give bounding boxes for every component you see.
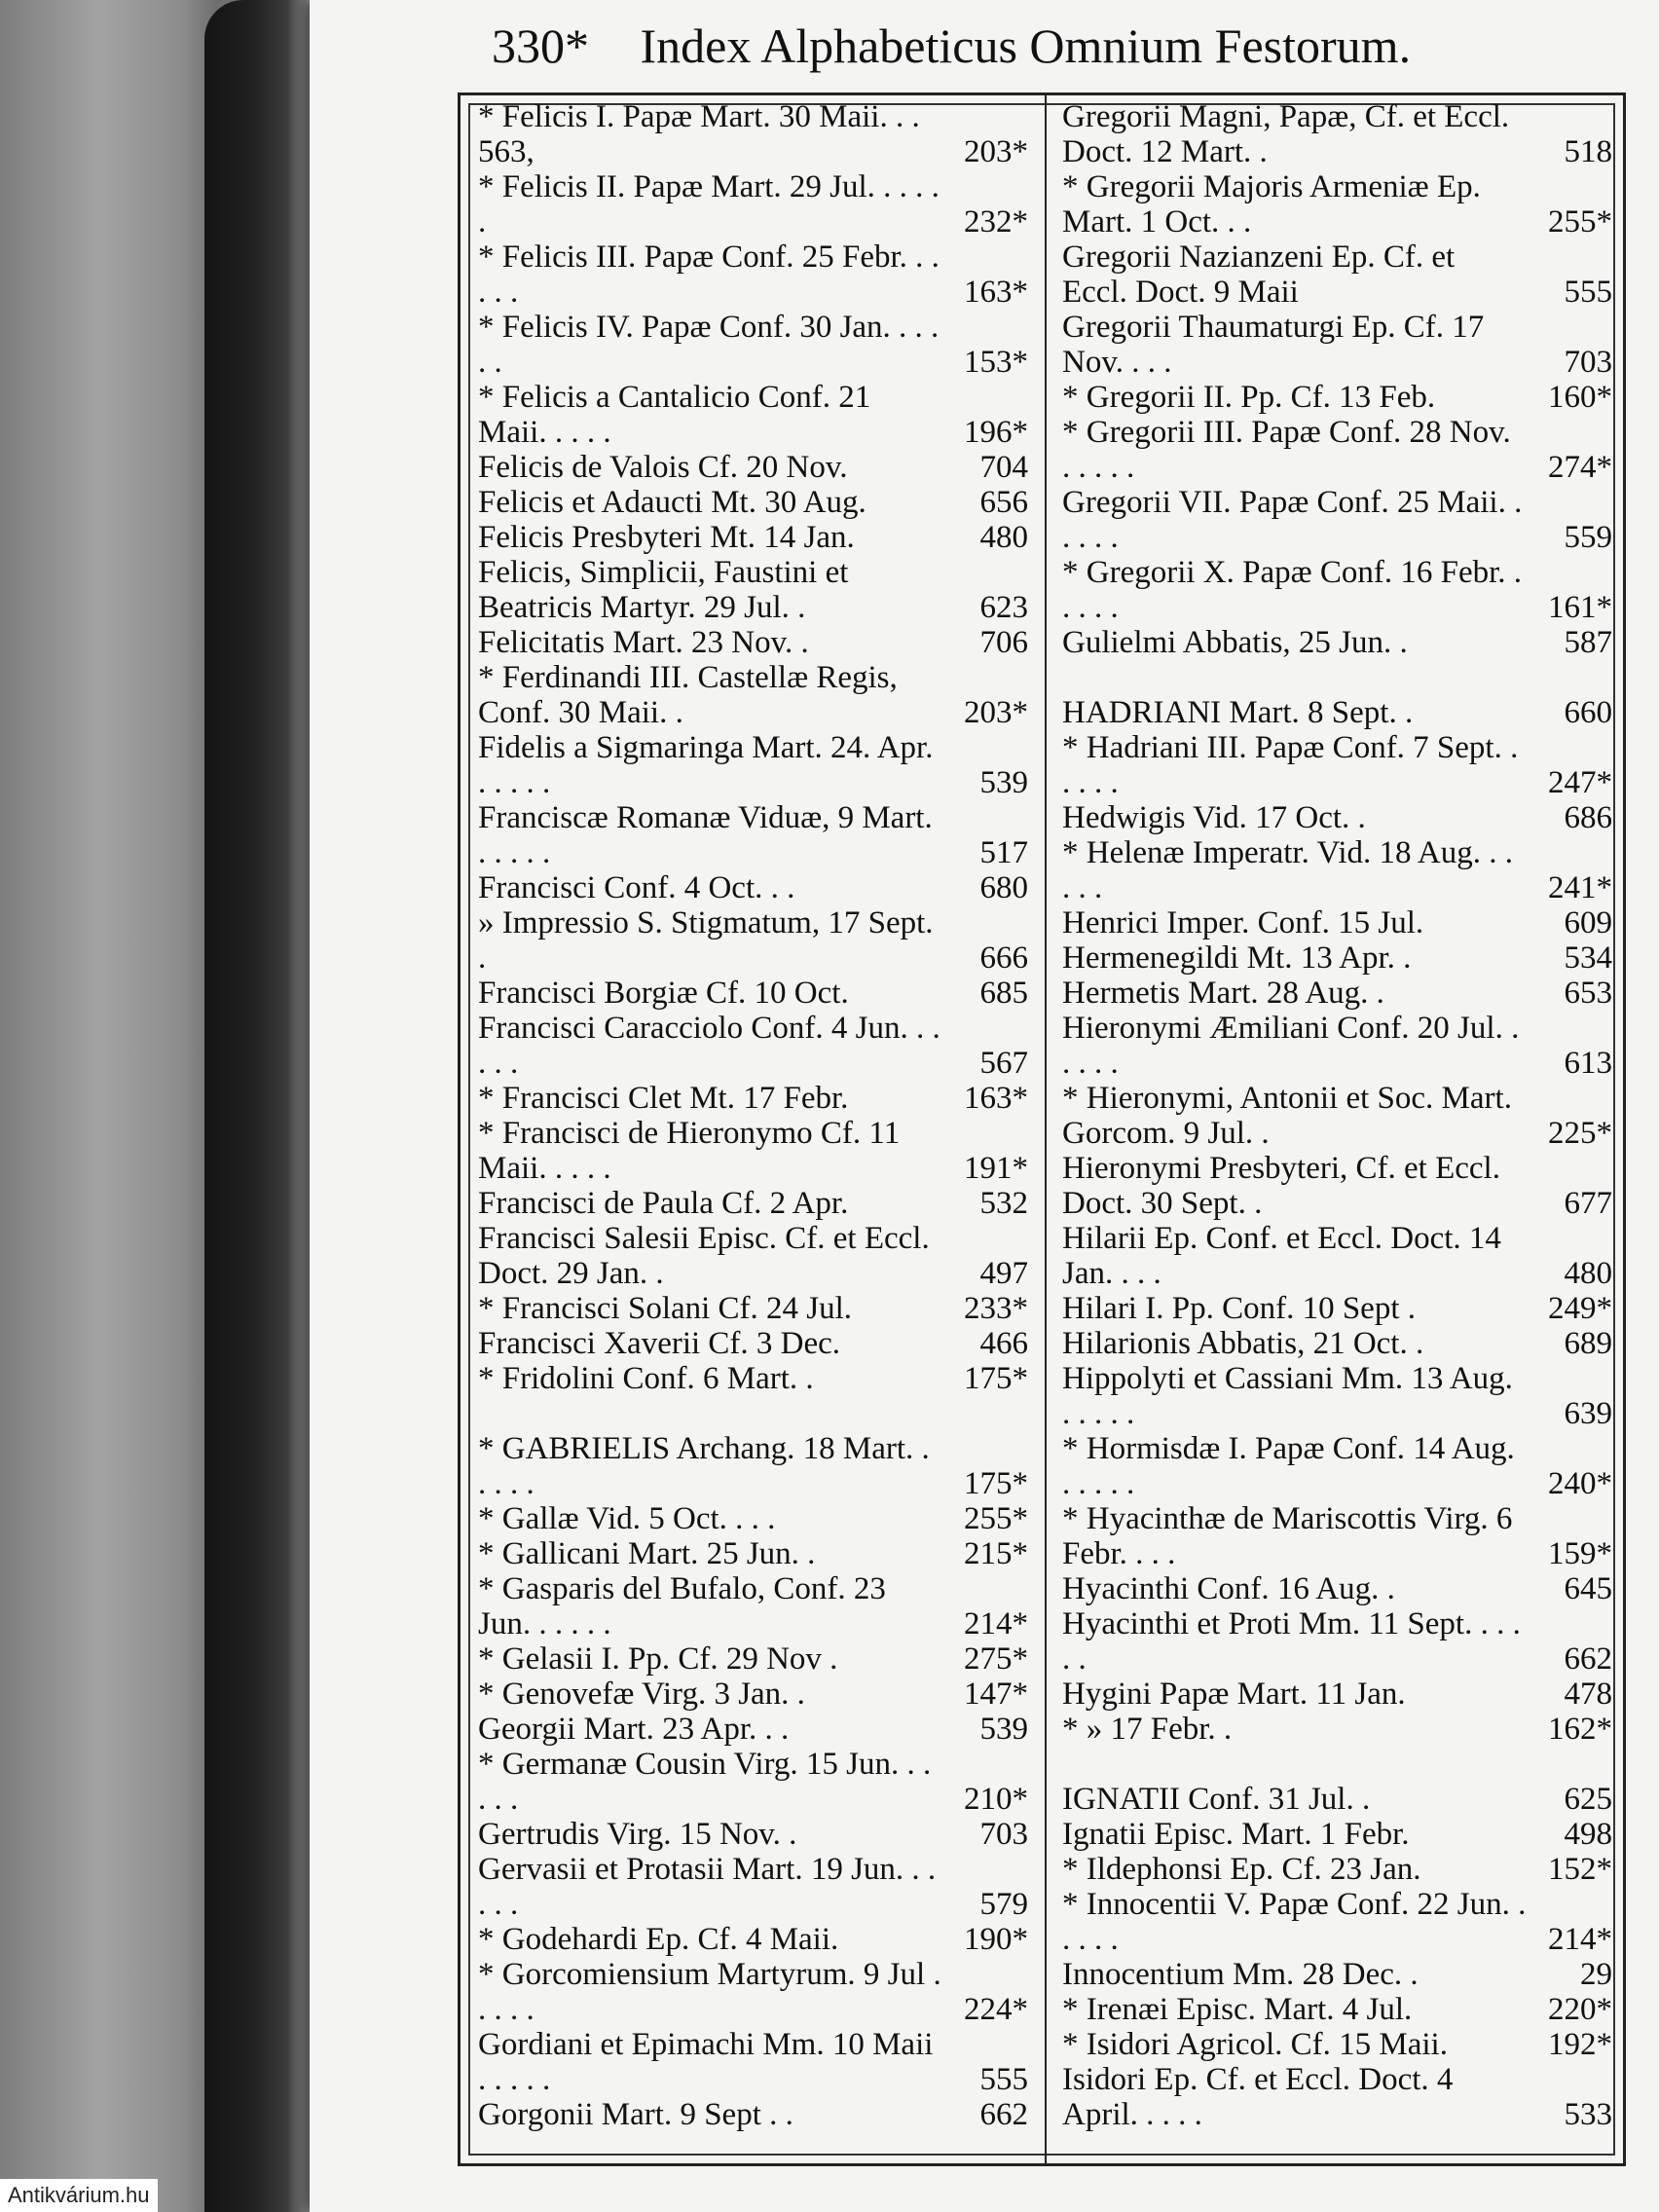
entry-page: 191* (964, 1151, 1028, 1186)
index-entry (478, 1536, 1028, 1571)
entry-page: 159* (1548, 1536, 1612, 1571)
index-entry (478, 905, 1028, 976)
entry-page: 466 (979, 1326, 1028, 1361)
entry-page: 539 (979, 765, 1028, 800)
entry-text: * GABRIELIS Archang. 18 Mart. . . . . . (478, 1431, 930, 1501)
entry-text: Hedwigis Vid. 17 Oct. . (1062, 800, 1366, 835)
index-entry (1062, 1992, 1612, 2027)
index-entry (1062, 240, 1612, 310)
index-entry (1062, 1957, 1612, 1992)
page-title: Index Alphabeticus Omnium Festorum. (640, 18, 1412, 73)
entry-text: * Gorcomiensium Martyrum. 9 Jul . . . . . (478, 1957, 941, 2027)
index-entry (1062, 1151, 1612, 1221)
entry-page: 613 (1564, 1046, 1612, 1081)
entry-text: * Gallæ Vid. 5 Oct. . . . (478, 1501, 776, 1536)
index-entry (1062, 1782, 1612, 1817)
entry-text: Francisci Salesii Episc. Cf. et Eccl. Doct. 29 Jan. . (478, 1221, 930, 1291)
index-entry (1062, 1431, 1612, 1501)
entry-text: Francisci Caracciolo Conf. 4 Jun. . . . . . (478, 1011, 940, 1081)
index-entry (478, 870, 1028, 905)
entry-page: 161* (1548, 590, 1612, 625)
index-entry (1062, 940, 1612, 976)
entry-text: * Gregorii X. Papæ Conf. 16 Febr. . . . . . (1062, 555, 1523, 625)
entry-page: 703 (1564, 345, 1612, 380)
entry-text: Hieronymi Presbyteri, Cf. et Eccl. Doct. 30 Sept. . (1062, 1151, 1500, 1221)
entry-page: 555 (1564, 275, 1612, 310)
entry-text: Hilarionis Abbatis, 21 Oct. . (1062, 1326, 1424, 1361)
entry-page: 478 (1564, 1677, 1612, 1712)
index-entry (1062, 555, 1612, 625)
index-entry (478, 1221, 1028, 1291)
entry-text: * Felicis IV. Papæ Conf. 30 Jan. . . . . . (478, 310, 940, 380)
index-entry (1062, 1677, 1612, 1712)
entry-page: 559 (1564, 520, 1612, 555)
entry-text: * Francisci de Hieronymo Cf. 11 Maii. . . . . (478, 1116, 901, 1186)
entry-page: 255* (1548, 204, 1612, 240)
index-entry (1062, 730, 1612, 800)
entry-page: 247* (1548, 765, 1612, 800)
index-entry (478, 169, 1028, 240)
entry-text: * Ferdinandi III. Castellæ Regis, Conf. 30 Maii. . (478, 660, 898, 730)
entry-page: 249* (1548, 1291, 1612, 1326)
index-entry (1062, 1571, 1612, 1606)
entry-text: * Felicis a Cantalicio Conf. 21 Maii. . . . . (478, 380, 871, 450)
entry-text: Hyacinthi Conf. 16 Aug. . (1062, 1571, 1395, 1606)
index-entry (1062, 2027, 1612, 2062)
index-entry (478, 1011, 1028, 1081)
index-column-right (1062, 99, 1612, 2132)
entry-page: 653 (1564, 976, 1612, 1011)
index-entry (478, 976, 1028, 1011)
entry-text: Franciscæ Romanæ Viduæ, 9 Mart. . . . . . (478, 800, 933, 870)
entry-text: * Felicis II. Papæ Mart. 29 Jul. . . . . . (478, 169, 940, 240)
index-entry (478, 1116, 1028, 1186)
index-entry (1062, 625, 1612, 660)
index-column-left (478, 99, 1028, 2132)
entry-page: 241* (1548, 870, 1612, 905)
entry-text: Francisci Conf. 4 Oct. . . (478, 870, 795, 905)
entry-text: IGNATII Conf. 31 Jul. . (1062, 1782, 1371, 1817)
entry-text: * Gregorii II. Pp. Cf. 13 Feb. (1062, 380, 1436, 415)
entry-page: 196* (964, 415, 1028, 450)
entry-page: 532 (979, 1186, 1028, 1221)
book-spine (204, 0, 321, 2212)
section-gap (1062, 660, 1612, 695)
section-gap (478, 1396, 1028, 1431)
index-entry (478, 1852, 1028, 1922)
index-entry (1062, 1817, 1612, 1852)
entry-text: Francisci Xaverii Cf. 3 Dec. (478, 1326, 841, 1361)
index-entry (478, 1361, 1028, 1396)
index-entry (478, 2097, 1028, 2132)
entry-text: Gregorii VII. Papæ Conf. 25 Maii. . . . . . (1062, 485, 1523, 555)
index-entry (1062, 1501, 1612, 1571)
section-gap (1062, 1747, 1612, 1782)
entry-text: * Felicis I. Papæ Mart. 30 Maii. . . 563, (478, 99, 920, 169)
entry-text: Hieronymi Æmiliani Conf. 20 Jul. . . . . . (1062, 1011, 1520, 1081)
index-entry (478, 380, 1028, 450)
index-entry (1062, 1326, 1612, 1361)
index-entry (478, 1571, 1028, 1641)
index-entry (478, 730, 1028, 800)
index-entry (1062, 1011, 1612, 1081)
entry-page: 214* (1548, 1922, 1612, 1957)
entry-text: Henrici Imper. Conf. 15 Jul. (1062, 905, 1424, 940)
entry-page: 274* (1548, 450, 1612, 485)
entry-page: 160* (1548, 380, 1612, 415)
entry-page: 214* (964, 1606, 1028, 1641)
entry-page: 662 (979, 2097, 1028, 2132)
index-entry (1062, 310, 1612, 380)
entry-page: 639 (1564, 1396, 1612, 1431)
index-entry (478, 1431, 1028, 1501)
entry-text: Isidori Ep. Cf. et Eccl. Doct. 4 April. . . . . (1062, 2062, 1454, 2132)
entry-text: Gregorii Thaumaturgi Ep. Cf. 17 Nov. . . . (1062, 310, 1485, 380)
entry-page: 240* (1548, 1466, 1612, 1501)
index-entry (1062, 485, 1612, 555)
index-entry (478, 625, 1028, 660)
entry-text: * Gasparis del Bufalo, Conf. 23 Jun. . . . . . (478, 1571, 886, 1641)
entry-page: 163* (964, 275, 1028, 310)
index-entry (1062, 415, 1612, 485)
index-entry (1062, 1361, 1612, 1431)
entry-page: 147* (964, 1677, 1028, 1712)
entry-text: HADRIANI Mart. 8 Sept. . (1062, 695, 1414, 730)
index-entry (1062, 800, 1612, 835)
index-entry (1062, 1606, 1612, 1677)
index-entry (1062, 905, 1612, 940)
index-entry (478, 240, 1028, 310)
entry-text: * Isidori Agricol. Cf. 15 Maii. (1062, 2027, 1448, 2062)
entry-text: Georgii Mart. 23 Apr. . . (478, 1712, 790, 1747)
entry-text: Hermetis Mart. 28 Aug. . (1062, 976, 1384, 1011)
entry-page: 210* (964, 1782, 1028, 1817)
entry-page: 163* (964, 1081, 1028, 1116)
index-entry (478, 555, 1028, 625)
entry-page: 224* (964, 1992, 1028, 2027)
entry-text: Felicis et Adaucti Mt. 30 Aug. (478, 485, 866, 520)
index-entry (478, 485, 1028, 520)
entry-page: 645 (1564, 1571, 1612, 1606)
entry-page: 686 (1564, 800, 1612, 835)
entry-text: Felicis de Valois Cf. 20 Nov. (478, 450, 848, 485)
entry-page: 480 (1564, 1256, 1612, 1291)
entry-page: 533 (1564, 2097, 1612, 2132)
entry-text: Gervasii et Protasii Mart. 19 Jun. . . . . . (478, 1852, 937, 1922)
entry-page: 555 (979, 2062, 1028, 2097)
index-entry (1062, 695, 1612, 730)
entry-page: 480 (979, 520, 1028, 555)
entry-page: 232* (964, 204, 1028, 240)
index-entry (478, 1677, 1028, 1712)
index-entry (478, 99, 1028, 169)
index-entry (478, 1922, 1028, 1957)
index-entry (478, 520, 1028, 555)
entry-page: 153* (964, 345, 1028, 380)
entry-page: 579 (979, 1887, 1028, 1922)
entry-text: Hippolyti et Cassiani Mm. 13 Aug. . . . . . (1062, 1361, 1513, 1431)
entry-page: 660 (1564, 695, 1612, 730)
entry-text: * Felicis III. Papæ Conf. 25 Febr. . . . . . (478, 240, 940, 310)
entry-text: Hygini Papæ Mart. 11 Jan. (1062, 1677, 1406, 1712)
entry-page: 233* (964, 1291, 1028, 1326)
entry-page: 498 (1564, 1817, 1612, 1852)
entry-text: Hilari I. Pp. Conf. 10 Sept . (1062, 1291, 1416, 1326)
page-number: 330* (492, 18, 589, 73)
index-entry (478, 1641, 1028, 1677)
entry-page: 162* (1548, 1712, 1612, 1747)
entry-page: 534 (1564, 940, 1612, 976)
entry-page: 680 (979, 870, 1028, 905)
entry-page: 685 (979, 976, 1028, 1011)
entry-page: 666 (979, 940, 1028, 976)
entry-page: 29 (1580, 1957, 1612, 1992)
index-entry (1062, 1081, 1612, 1151)
entry-text: * Gallicani Mart. 25 Jun. . (478, 1536, 816, 1571)
entry-text: * Hormisdæ I. Papæ Conf. 14 Aug. . . . . . (1062, 1431, 1515, 1501)
entry-text: * Gregorii Majoris Armeniæ Ep. Mart. 1 Oct. . . (1062, 169, 1481, 240)
entry-text: * Irenæi Episc. Mart. 4 Jul. (1062, 1992, 1413, 2027)
entry-text: Felicis, Simplicii, Faustini et Beatricis Martyr. 29 Jul. . (478, 555, 849, 625)
entry-page: 275* (964, 1641, 1028, 1677)
index-entry (478, 1747, 1028, 1817)
entry-text: Gorgonii Mart. 9 Sept . . (478, 2097, 793, 2132)
entry-page: 623 (979, 590, 1028, 625)
entry-text: * Fridolini Conf. 6 Mart. . (478, 1361, 814, 1396)
index-entry (478, 1817, 1028, 1852)
entry-page: 539 (979, 1712, 1028, 1747)
entry-text: * Hieronymi, Antonii et Soc. Mart. Gorcom. 9 Jul. . (1062, 1081, 1512, 1151)
entry-page: 625 (1564, 1782, 1612, 1817)
entry-text: Fidelis a Sigmaringa Mart. 24. Apr. . . . . . (478, 730, 934, 800)
index-entry (1062, 976, 1612, 1011)
index-entry (478, 1957, 1028, 2027)
entry-page: 175* (964, 1466, 1028, 1501)
entry-page: 656 (979, 485, 1028, 520)
index-entry (478, 1291, 1028, 1326)
entry-text: Felicis Presbyteri Mt. 14 Jan. (478, 520, 855, 555)
column-divider (1045, 95, 1047, 2163)
index-entry (478, 800, 1028, 870)
entry-text: * Hadriani III. Papæ Conf. 7 Sept. . . . . . (1062, 730, 1519, 800)
index-entry (478, 660, 1028, 730)
entry-page: 662 (1564, 1641, 1612, 1677)
entry-text: Ignatii Episc. Mart. 1 Febr. (1062, 1817, 1410, 1852)
entry-text: Francisci Borgiæ Cf. 10 Oct. (478, 976, 849, 1011)
index-entry (478, 2027, 1028, 2097)
index-entry (478, 1326, 1028, 1361)
entry-page: 497 (979, 1256, 1028, 1291)
entry-page: 689 (1564, 1326, 1612, 1361)
entry-text: * » 17 Febr. . (1062, 1712, 1233, 1747)
index-entry (1062, 1852, 1612, 1887)
index-entry (478, 450, 1028, 485)
entry-text: * Helenæ Imperatr. Vid. 18 Aug. . . . . . (1062, 835, 1514, 905)
entry-page: 192* (1548, 2027, 1612, 2062)
entry-text: * Gelasii I. Pp. Cf. 29 Nov . (478, 1641, 838, 1677)
index-frame (458, 92, 1626, 2166)
index-entry (1062, 1712, 1612, 1747)
entry-text: Hilarii Ep. Conf. et Eccl. Doct. 14 Jan. . . . (1062, 1221, 1501, 1291)
entry-text: Gertrudis Virg. 15 Nov. . (478, 1817, 797, 1852)
entry-page: 677 (1564, 1186, 1612, 1221)
entry-page: 190* (964, 1922, 1028, 1957)
entry-text: * Godehardi Ep. Cf. 4 Maii. (478, 1922, 839, 1957)
index-entry (1062, 835, 1612, 905)
entry-page: 225* (1548, 1116, 1612, 1151)
entry-text: * Ildephonsi Ep. Cf. 23 Jan. (1062, 1852, 1421, 1887)
entry-page: 703 (979, 1817, 1028, 1852)
entry-text: » Impressio S. Stigmatum, 17 Sept. . (478, 905, 934, 976)
entry-page: 203* (964, 695, 1028, 730)
entry-text: Hermenegildi Mt. 13 Apr. . (1062, 940, 1412, 976)
entry-page: 706 (979, 625, 1028, 660)
entry-page: 175* (964, 1361, 1028, 1396)
entry-text: * Francisci Solani Cf. 24 Jul. (478, 1291, 853, 1326)
index-entry (1062, 169, 1612, 240)
index-entry (1062, 1291, 1612, 1326)
index-entry (1062, 2062, 1612, 2132)
index-entry (478, 310, 1028, 380)
entry-text: Gordiani et Epimachi Mm. 10 Maii . . . . . (478, 2027, 934, 2097)
index-entry (1062, 1221, 1612, 1291)
entry-text: * Francisci Clet Mt. 17 Febr. (478, 1081, 849, 1116)
entry-text: Gregorii Nazianzeni Ep. Cf. et Eccl. Doct. 9 Maii (1062, 240, 1456, 310)
entry-page: 518 (1564, 134, 1612, 169)
index-entry (478, 1081, 1028, 1116)
entry-page: 203* (964, 134, 1028, 169)
entry-page: 587 (1564, 625, 1612, 660)
entry-text: Felicitatis Mart. 23 Nov. . (478, 625, 809, 660)
entry-page: 517 (979, 835, 1028, 870)
index-entry (1062, 99, 1612, 169)
entry-text: * Genovefæ Virg. 3 Jan. . (478, 1677, 805, 1712)
entry-page: 215* (964, 1536, 1028, 1571)
index-entry (478, 1712, 1028, 1747)
entry-page: 220* (1548, 1992, 1612, 2027)
entry-text: Francisci de Paula Cf. 2 Apr. (478, 1186, 849, 1221)
entry-page: 255* (964, 1501, 1028, 1536)
entry-text: Hyacinthi et Proti Mm. 11 Sept. . . . . . (1062, 1606, 1521, 1677)
entry-text: * Germanæ Cousin Virg. 15 Jun. . . . . . (478, 1747, 932, 1817)
entry-page: 704 (979, 450, 1028, 485)
index-entry (1062, 380, 1612, 415)
entry-text: Innocentium Mm. 28 Dec. . (1062, 1957, 1419, 1992)
entry-text: Gregorii Magni, Papæ, Cf. et Eccl. Doct. 12 Mart. . (1062, 99, 1510, 169)
entry-page: 567 (979, 1046, 1028, 1081)
entry-text: * Innocentii V. Papæ Conf. 22 Jun. . . . . . (1062, 1887, 1527, 1957)
entry-text: * Hyacinthæ de Mariscottis Virg. 6 Febr. . . . (1062, 1501, 1513, 1571)
index-entry (1062, 1887, 1612, 1957)
index-entry (478, 1501, 1028, 1536)
entry-text: Gulielmi Abbatis, 25 Jun. . (1062, 625, 1408, 660)
watermark: Antikvárium.hu (0, 2179, 158, 2212)
index-entry (478, 1186, 1028, 1221)
entry-page: 152* (1548, 1852, 1612, 1887)
entry-text: * Gregorii III. Papæ Conf. 28 Nov. . . . . . (1062, 415, 1511, 485)
entry-page: 609 (1564, 905, 1612, 940)
